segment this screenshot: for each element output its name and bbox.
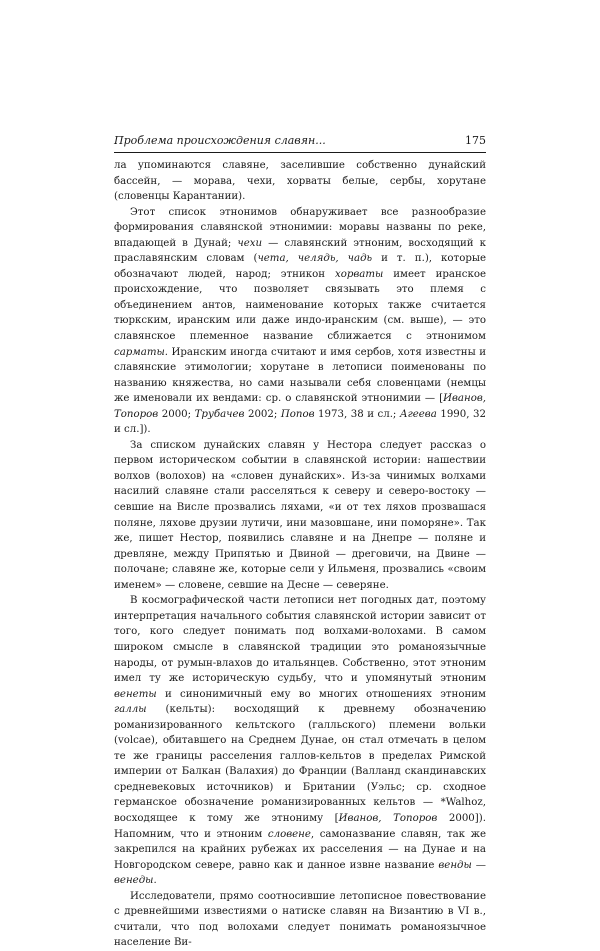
text-run: В космографической части летописи нет погодных дат, поэтому интерпретация начального события славянской истории зависит от того, кого следует понимать под волхами-волохами. В самом широком смысле в славянской традиции это романоязычные народы, от румын-влахов до итальянцев. Собственно, этот этноним имел ту же историческую судьбу, что и упомянутый этноним bbox=[114, 595, 486, 685]
italic-text: галлы bbox=[114, 704, 147, 716]
text-run: — славянский этноним, восходящий к праславянским словам ( bbox=[114, 237, 486, 265]
text-run: , самоназвание славян, так же закрепился на крайних рубежах их расселения — на Дунае и на Новгородском севере, равно как и данное извне название bbox=[114, 828, 486, 871]
text-run: имеет иранское происхождение, что позволяет связывать это племя с объединением антов, наименование которых также считается тюркским, иранским или даже индо-иранским (см. выше), — это славянское племенное название сближается с этнонимом bbox=[114, 268, 486, 343]
text-run: 2000; bbox=[158, 408, 195, 420]
italic-text: венеты bbox=[114, 688, 157, 700]
paragraph bbox=[114, 205, 486, 438]
italic-text: чета, челядь, чадь bbox=[257, 253, 373, 265]
text-run: 2000]). Напомним, что и этноним bbox=[114, 812, 486, 840]
italic-text: сарматы bbox=[114, 346, 165, 358]
paragraph bbox=[114, 158, 486, 205]
text-run: . bbox=[153, 875, 157, 887]
text-run: За списком дунайских славян у Нестора следует рассказ о первом историческом событии в славянской истории: нашествии волхов (волохов) на «словен дунайских». Из-за чинимых волхами насилий славяне стали расселяться к северу и северо-востоку — севшие на Висле прозвались ляхами, «и от тех ляхов прозвашася поляне, ляхове друзии лутичи, ини мазовшане, ини поморяне». Так же, пишет Нестор, появились славяне и на Днепре — поляне и древляне, между Припятью и Двиной — дреговичи, на Двине — полочане; славяне же, которые сели у Ильменя, прозвались «своим именем» — словене, севшие на Десне — северяне. bbox=[114, 439, 486, 591]
page-number: 175 bbox=[465, 134, 486, 147]
italic-text: Иванов, Топоров bbox=[114, 393, 486, 420]
text-run: 1973, 38 и сл.; bbox=[314, 408, 400, 420]
text-run: . Иранским иногда считают и имя сербов, хотя известны и славянские этимологии; хорутане в летописи поименованы по названию княжества, но сами называли себя словенцами (немцы же именовали их вендами: ср. о славянской этнонимии — [ bbox=[114, 346, 486, 405]
italic-text: хорваты bbox=[334, 268, 384, 280]
italic-text: Попов bbox=[280, 408, 315, 420]
paragraph bbox=[114, 889, 486, 951]
text-run: Исследователи, прямо соотносившие летописное повествование с древнейшими известиями о натиске славян на Византию в VI в., считали, что под волохами следует понимать романоязычное население Ви- bbox=[114, 890, 486, 949]
italic-text: Иванов, Топоров bbox=[338, 812, 438, 824]
text-run: Этот список этнонимов обнаруживает все разнообразие формирования славянской этнонимии: моравы названы по реке, впадающей в Дунай; bbox=[114, 206, 486, 249]
paragraph bbox=[114, 438, 486, 593]
text-run: (кельты): восходящий к древнему обозначению романизированного кельтского (галльского) племени вольки (volcae), обитавшего на Среднем Дунае, он стал отмечать в целом те же границы расселения галлов-кельтов в пределах Римской империи от Балкан (Валахия) до Франции (Валланд скандинавских средневековых источников) и Британии (Уэльс; ср. сходное германское обозначение романизированных кельтов — *Walhoz, восходящее к тому же этнониму [ bbox=[114, 704, 486, 824]
text-run: и синонимичный ему во многих отношениях этноним bbox=[156, 688, 486, 700]
italic-text: Трубачев bbox=[194, 408, 245, 420]
italic-text: чехи bbox=[237, 237, 263, 249]
text-run: и т. п.), которые обозначают людей, народ; этникон bbox=[114, 253, 486, 280]
header-rule bbox=[114, 152, 486, 153]
italic-text: венды — венеды bbox=[114, 859, 486, 887]
text-run: ла упоминаются славяне, заселившие собственно дунайский бассейн, — морава, чехи, хорваты белые, сербы, хорутане (словенцы Карантании). bbox=[114, 160, 486, 203]
paragraph bbox=[114, 593, 486, 888]
text-run: 2002; bbox=[244, 408, 281, 420]
italic-text: словене bbox=[267, 828, 311, 840]
running-title: Проблема происхождения славян... bbox=[114, 134, 326, 147]
italic-text: Агеева bbox=[399, 408, 437, 420]
body-text bbox=[114, 158, 486, 951]
running-header bbox=[114, 134, 486, 147]
text-run: 1990, 32 и сл.]). bbox=[114, 408, 486, 436]
